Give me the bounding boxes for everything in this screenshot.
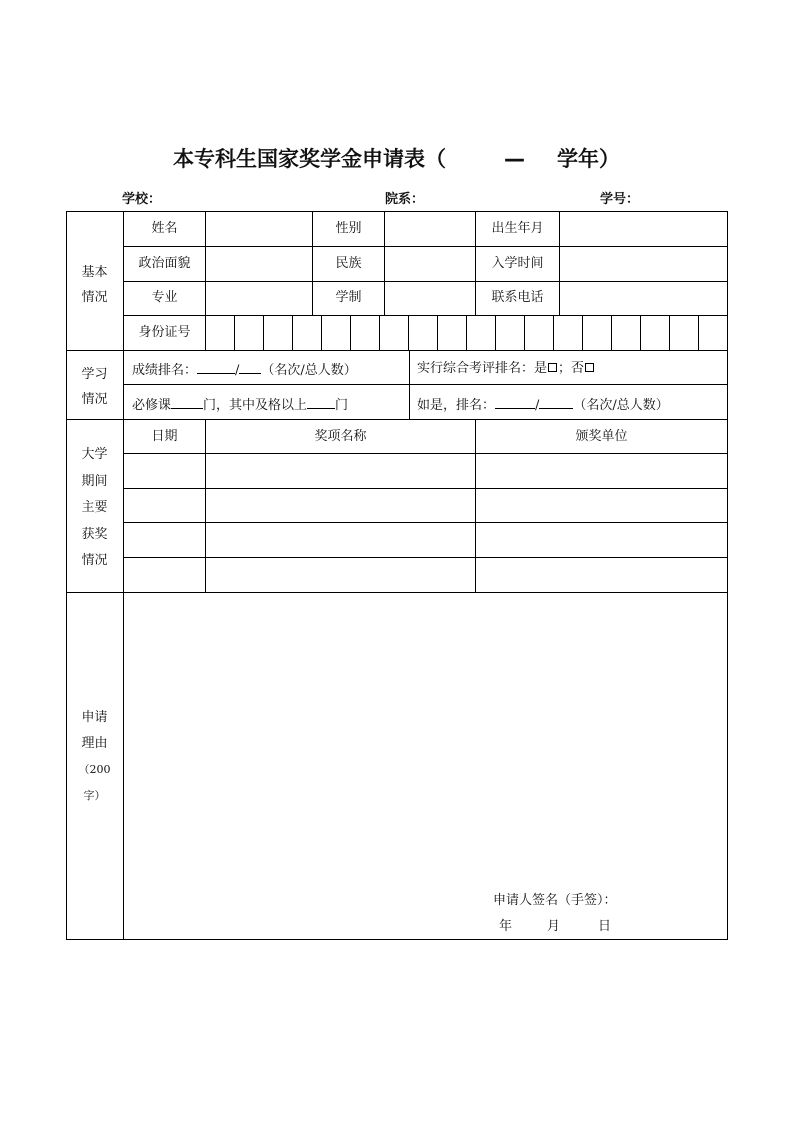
enroll-time-label: 入学时间 (491, 256, 544, 271)
reason-section-label-2: 理由 (81, 736, 108, 751)
page-title (0, 143, 793, 173)
id-card-label: 身份证号 (138, 325, 191, 340)
birth-label: 出生年月 (491, 221, 544, 236)
reason-section-label-1: 申请 (81, 710, 108, 725)
applicant-signature-label: 申请人签名（手签）： (493, 893, 617, 908)
study-section-label-2: 情况 (81, 392, 108, 407)
if-yes-slash: / (535, 398, 540, 413)
courses-mid: 门，其中及格以上 (203, 398, 308, 413)
awards-section-label-2: 期间 (81, 473, 108, 489)
no-checkbox[interactable] (585, 363, 594, 372)
awards-section-label-1: 大学 (81, 447, 108, 462)
department-label: 院系： (385, 192, 425, 207)
basic-section-label (66, 260, 123, 310)
date-day-label: 日 (598, 919, 612, 934)
ethnicity-label: 民族 (335, 256, 362, 271)
duration-label: 学制 (335, 290, 362, 305)
application-form-table (66, 211, 728, 940)
school-label: 学校： (122, 192, 162, 207)
rank-suffix: （名次/总人数） (261, 363, 357, 378)
if-yes-rank-line (417, 396, 669, 414)
yes-checkbox[interactable] (548, 363, 557, 372)
basic-section-label-1: 基本 (81, 265, 108, 280)
award-issuer-header: 颁奖单位 (575, 429, 628, 444)
awards-section-label (66, 442, 123, 575)
date-year-label: 年 (499, 919, 513, 934)
if-yes-suffix: （名次/总人数） (573, 398, 669, 413)
comprehensive-rank-prefix: 实行综合考评排名：是 (417, 361, 548, 376)
date-month-label: 月 (547, 919, 561, 934)
basic-section-label-2: 情况 (81, 290, 108, 305)
comprehensive-rank-line (417, 361, 595, 377)
award-date-header: 日期 (151, 429, 178, 444)
comprehensive-rank-no: ；否 (558, 361, 585, 376)
awards-section-label-3: 主要 (81, 500, 108, 515)
courses-line (132, 396, 348, 414)
courses-prefix: 必修课 (132, 398, 172, 413)
phone-label: 联系电话 (491, 290, 544, 305)
rank-prefix: 成绩排名： (132, 363, 198, 378)
study-section-label-1: 学习 (81, 367, 108, 382)
name-label: 姓名 (151, 221, 178, 236)
gender-label: 性别 (335, 221, 362, 236)
reason-section-label (66, 705, 123, 809)
student-id-label: 学号： (600, 192, 640, 207)
title-main: 本专科生国家奖学金申请表（ (173, 147, 446, 171)
study-section-label (66, 362, 123, 412)
political-label: 政治面貌 (138, 256, 191, 271)
major-label: 专业 (151, 290, 178, 305)
reason-word-unit: 字） (83, 789, 106, 802)
reason-word-count: （200 (78, 763, 111, 776)
awards-section-label-5: 情况 (81, 553, 108, 568)
award-name-header: 奖项名称 (314, 429, 367, 444)
title-tail: 学年） (557, 147, 620, 171)
rank-line (132, 361, 357, 379)
awards-section-label-4: 获奖 (81, 526, 108, 542)
rank-slash: / (235, 363, 240, 378)
title-dash: — (504, 147, 525, 171)
courses-suffix: 门 (335, 398, 349, 413)
if-yes-prefix: 如是，排名： (417, 398, 496, 413)
